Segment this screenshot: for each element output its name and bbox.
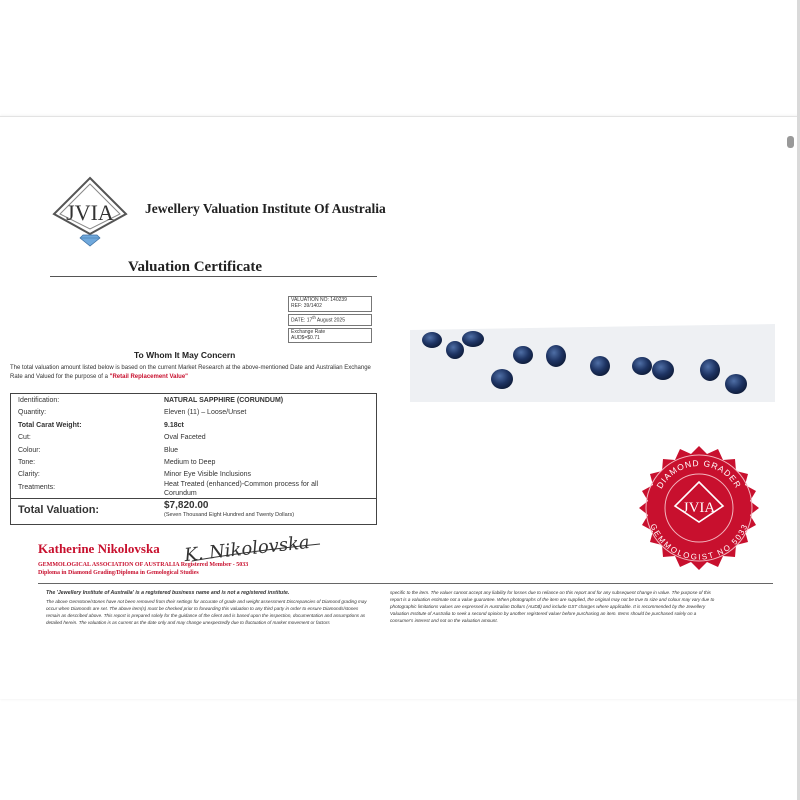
detail-value: Heat Treated (enhanced)-Common process for all — [164, 481, 319, 488]
date-suffix: th — [312, 314, 316, 320]
total-divider — [11, 498, 376, 499]
sapphire-stone — [700, 359, 720, 381]
detail-value-continued: Corundum — [164, 490, 197, 497]
valuer-name: Katherine Nikolovska — [38, 541, 160, 556]
detail-value: Eleven (11) – Loose/Unset — [164, 409, 247, 416]
valuation-purpose: "Retail Replacement Value" — [109, 374, 189, 381]
detail-value: Minor Eye Visible Inclusions — [164, 471, 252, 478]
detail-label: Treatments: — [18, 484, 56, 491]
logo-text: JVIA — [66, 200, 114, 225]
sapphire-stone — [446, 341, 464, 359]
disclaimer-left — [46, 589, 370, 627]
detail-value: 9.18ct — [164, 422, 184, 429]
detail-label: Total Carat Weight: — [18, 422, 82, 429]
detail-value: Blue — [164, 447, 179, 454]
certificate-title: Valuation Certificate — [128, 259, 263, 275]
jvia-logo-icon — [50, 176, 130, 248]
reference-number: REF: 39/1402 — [291, 302, 322, 309]
total-valuation-amount: $7,820.00 — [164, 500, 209, 511]
detail-label: Colour: — [18, 447, 41, 454]
date-prefix: DATE: 17 — [291, 317, 313, 324]
seal-center-text: JVIA — [682, 500, 716, 516]
exchange-rate-label: Exchange Rate — [291, 328, 326, 335]
detail-label: Tone: — [18, 459, 36, 466]
details-table — [10, 393, 377, 525]
detail-label: Identification: — [18, 397, 60, 404]
detail-value: Medium to Deep — [164, 459, 216, 466]
disclaimer-lead: The 'Jewellery Institute of Australia' is a registered business name and is not a registered institute. — [46, 590, 290, 596]
seal-top-text: DIAMOND GRADER — [654, 457, 744, 491]
staple-mark — [787, 136, 794, 148]
sapphire-stone — [462, 331, 484, 347]
reference-box — [288, 296, 372, 345]
detail-label: Cut: — [18, 434, 31, 441]
exchange-rate-field — [288, 328, 372, 344]
salutation-heading: To Whom It May Concern — [134, 350, 236, 360]
detail-value: Oval Faceted — [164, 434, 206, 441]
sapphire-stone — [652, 360, 674, 380]
valuation-number-field — [288, 296, 372, 312]
disclaimer-divider — [38, 583, 773, 584]
sapphire-photo — [410, 322, 775, 402]
date-field — [288, 314, 372, 326]
disclaimer-left-text: The above Gemstone/stones have not been removed from their settings for accurate of grade and weight assessment Discrepancies of Diamond grading may occur when Diamonds are set. The above item(s) must be checked prior to forwarding this valuation to any third party in order to ensure Diamonds/stones remain as described above. This report is prepared solely for the guidance of the client and is based upon the inspection, documentation and assumptions as detailed herein. The valuation is as current as the date only and may change unexpectedly due to fluctuation of market movement or factors — [46, 599, 367, 626]
detail-label: Clarity: — [18, 471, 40, 478]
sapphire-stone — [491, 369, 513, 389]
handwritten-signature-text: K. Nikolovska — [183, 532, 311, 567]
intro-paragraph — [10, 364, 375, 383]
exchange-rate-value: AUD$=$0.71 — [291, 334, 320, 341]
sapphire-stone — [546, 345, 566, 367]
valuation-number: VALUATION NO: 140239 — [291, 297, 347, 303]
title-divider — [50, 276, 377, 277]
date-rest: August 2025 — [315, 317, 345, 324]
gemmologist-seal — [637, 446, 761, 570]
sapphire-stone — [422, 332, 442, 348]
disclaimer-right: specific to the item. The valuer cannot accept any liability for losses due to reliance on this report and for any subsequent change in value. The purpose of this report is a valuation estimate not a value guarantee. When photographs of the item are supplied, the original may not be true to size and colour may vary due to photographic limitations values are expressed in Australian Dollars (AUD$) and include GST charges where applicable. It is recommended by the Jewellery Valuation Institute of Australia to seek a second opinion by another registered valuer before purchasing an item. Items should be purchased solely on a consumer's interest and not on the valuation amount. — [390, 590, 715, 624]
total-valuation-words: (Seven Thousand Eight Hundred and Twenty Dollars) — [164, 512, 295, 518]
association-membership: GEMMOLOGICAL ASSOCIATION OF AUSTRALIA Registered Member - 5033 — [38, 562, 249, 568]
detail-label: Quantity: — [18, 409, 47, 416]
total-valuation-label: Total Valuation: — [18, 504, 100, 516]
company-name: Jewellery Valuation Institute Of Australia — [145, 201, 386, 216]
detail-value: NATURAL SAPPHIRE (CORUNDUM) — [164, 397, 284, 404]
sapphire-stone — [725, 374, 747, 394]
sapphire-stone — [513, 346, 533, 364]
seal-bottom-text: GEMMOLOGIST NO 5033 — [648, 522, 750, 562]
sapphire-stone — [590, 356, 610, 376]
intro-text: The total valuation amount listed below is based on the current Market Research at the above-mentioned Date and Australian Exchange Rate and Valued for the purpose of a — [10, 365, 371, 381]
sapphire-stone — [632, 357, 652, 375]
qualifications: Diploma in Diamond Grading/Diploma in Gemological Studies — [38, 570, 199, 576]
